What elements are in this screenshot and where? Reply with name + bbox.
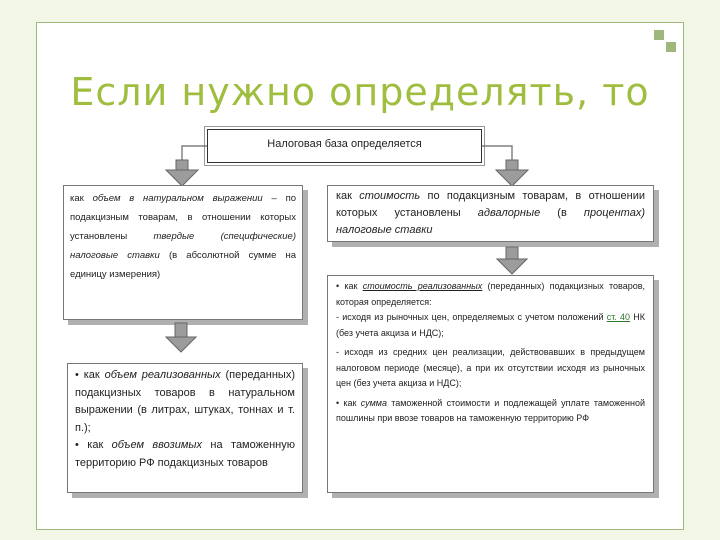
tax-base-box: Налоговая база определяется (207, 129, 482, 163)
decor-square-1 (654, 30, 664, 40)
slide-title: Если нужно определять, то (70, 70, 650, 114)
specific-rate-box: как объем в натуральном выражении – по подакцизным товарам, в отношении которых установлены твердые (специфические) налоговые ставки (в абсолютной сумме на единицу измерения) (63, 185, 303, 320)
left-down-arrow (165, 322, 197, 354)
volume-box: • как объем реализованных (переданных) подакцизных товаров в натуральном выражении (в литрах, штуках, тоннах и т. п.); • как объем ввозимых на таможенную территорию РФ подакцизных товаров (67, 363, 303, 493)
decor-square-2 (666, 42, 676, 52)
value-box: • как стоимость реализованных (переданных) подакцизных товаров, которая определяется: - исходя из рыночных цен, определяемых с учетом положений ст. 40 НК (без учета акциза и НДС); - исходя из средних цен реализации, действовавших в предыдущем налоговом периоде (месяце), а при их отсутствии исходя из рыночных цен (без учета акциза и НДС); • как сумма таможенной стоимости и подлежащей уплате таможенной пошлины при ввозе товаров на таможенную территорию РФ (327, 275, 654, 493)
article-40-link[interactable]: ст. 40 (606, 312, 631, 322)
advalorem-rate-box: как стоимость по подакцизным товарам, в отношении которых установлены адвалорные (в процентах) налоговые ставки (327, 185, 654, 242)
top-connectors (160, 140, 580, 190)
right-down-arrow (496, 246, 528, 276)
